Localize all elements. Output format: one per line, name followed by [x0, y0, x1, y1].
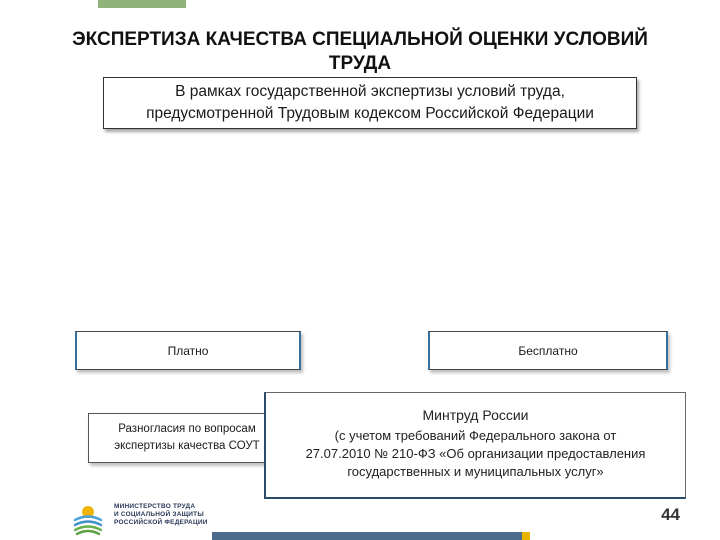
logo-text-line-3: РОССИЙСКОЙ ФЕДЕРАЦИИ [114, 519, 208, 526]
ministry-box [264, 392, 686, 499]
page-title [40, 28, 680, 76]
dispute-line-1: Разногласия по вопросам [118, 423, 256, 435]
footer-accent [522, 532, 530, 540]
top-accent-bar [98, 0, 186, 8]
ministry-note-line-3: государственных и муниципальных услуг» [347, 464, 604, 479]
ministry-name: Минтруд России [422, 407, 529, 423]
dispute-box [88, 413, 286, 463]
dispute-line-2: экспертизы качества СОУТ [114, 440, 260, 452]
logo-text-line-2: И СОЦИАЛЬНОЙ ЗАЩИТЫ [114, 511, 204, 518]
paid-label: Платно [167, 343, 209, 358]
ministry-logo-icon [70, 500, 106, 536]
free-label: Бесплатно [518, 343, 578, 358]
ministry-note-line-1: (с учетом требований Федерального закона от [334, 428, 617, 443]
scope-line-1: В рамках государственной экспертизы условий труда, [175, 83, 565, 100]
scope-line-2: предусмотренной Трудовым кодексом Российской Федерации [146, 105, 594, 122]
paid-box [75, 331, 301, 370]
logo-text-line-1: МИНИСТЕРСТВО ТРУДА [114, 503, 196, 510]
page-number: 44 [661, 505, 680, 524]
ministry-note [266, 427, 685, 481]
page-title-line-1: ЭКСПЕРТИЗА КАЧЕСТВА СПЕЦИАЛЬНОЙ ОЦЕНКИ УСЛОВИЙ [72, 29, 648, 50]
ministry-note-line-2: 27.07.2010 № 210-ФЗ «Об организации предоставления [305, 446, 646, 461]
page-title-line-2: ТРУДА [328, 53, 392, 74]
scope-box [103, 77, 637, 129]
free-box [428, 331, 668, 370]
logo-text [114, 503, 208, 527]
footer-bar [212, 532, 522, 540]
